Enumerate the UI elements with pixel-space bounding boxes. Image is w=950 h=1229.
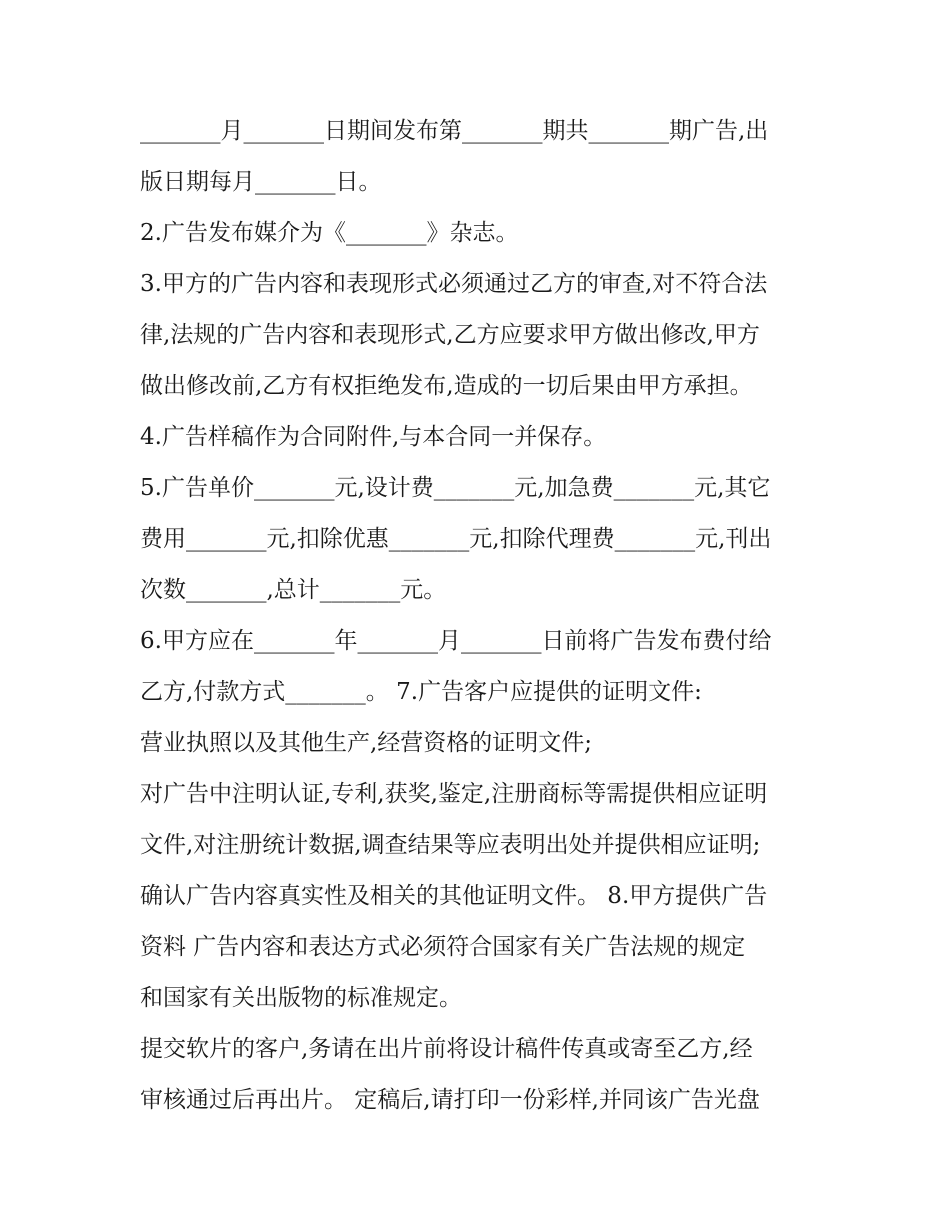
clause-5: 5.广告单价_______元,设计费_______元,加急费_______元,其它 (140, 475, 771, 501)
text-line: 和国家有关出版物的标准规定。 (140, 985, 462, 1011)
text-line: 文件,对注册统计数据,调查结果等应表明出处并提供相应证明; (140, 832, 761, 858)
clause-3: 3.甲方的广告内容和表现形式必须通过乙方的审查,对不符合法 (140, 271, 768, 297)
text-line: 营业执照以及其他生产,经营资格的证明文件; (140, 730, 593, 756)
text-line: 乙方,付款方式_______。 7.广告客户应提供的证明文件: (140, 679, 702, 705)
text-line: 费用_______元,扣除优惠_______元,扣除代理费_______元,刊出 (140, 526, 772, 552)
clause-4: 4.广告样稿作为合同附件,与本合同一并保存。 (140, 424, 607, 450)
text-line: 确认广告内容真实性及相关的其他证明文件。 8.甲方提供广告 (140, 883, 768, 909)
text-line: 资料 广告内容和表达方式必须符合国家有关广告法规的规定 (140, 934, 746, 960)
contract-text (140, 108, 820, 1128)
text-line: 版日期每月_______日。 (140, 169, 382, 195)
text-line: 次数_______,总计_______元。 (140, 577, 447, 603)
clause-2: 2.广告发布媒介为《_______》杂志。 (140, 220, 519, 246)
text-line: 对广告中注明认证,专利,获奖,鉴定,注册商标等需提供相应证明 (140, 781, 768, 807)
text-line: 做出修改前,乙方有权拒绝发布,造成的一切后果由甲方承担。 (140, 373, 753, 399)
text-line: 律,法规的广告内容和表现形式,乙方应要求甲方做出修改,甲方 (140, 322, 760, 348)
clause-6: 6.甲方应在_______年_______月_______日前将广告发布费付给 (140, 628, 772, 654)
text-line: 提交软片的客户,务请在出片前将设计稿件传真或寄至乙方,经 (140, 1036, 753, 1062)
text-line: _______月_______日期间发布第_______期共_______期广告,出 (140, 118, 769, 144)
text-line: 审核通过后再出片。 定稿后,请打印一份彩样,并同该广告光盘 (140, 1087, 760, 1113)
